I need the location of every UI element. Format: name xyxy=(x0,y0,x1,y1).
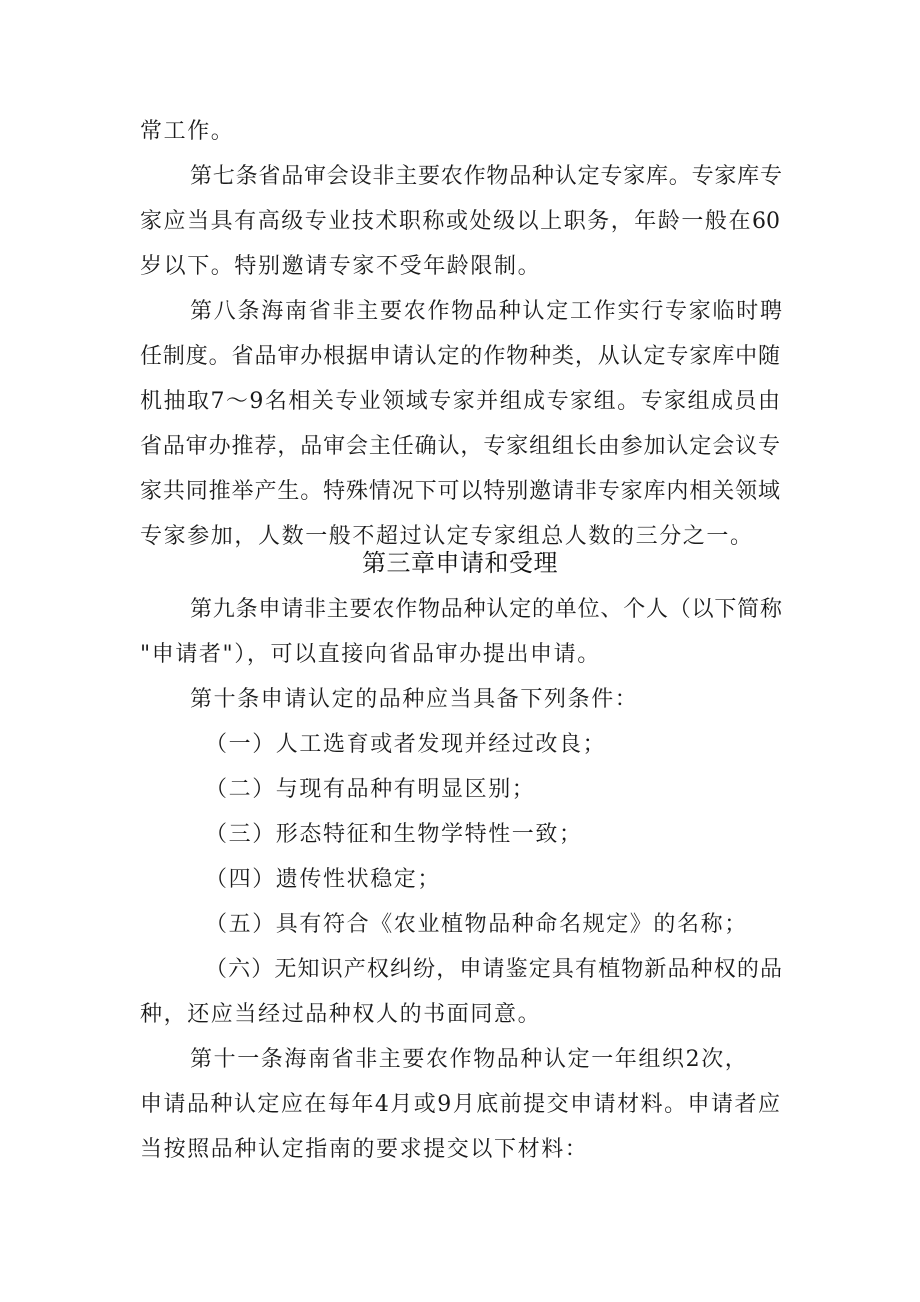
condition-3: （三）形态特征和生物学特性一致； xyxy=(205,822,583,847)
article-7-line-1: 第七条省品审会设非主要农作物品种认定专家库。专家库专 xyxy=(190,164,782,189)
article-8-line-3: 机抽取7～9名相关专业领域专家并组成专家组。专家组成员由 xyxy=(140,389,780,414)
condition-6-line-1: （六）无知识产权纠纷，申请鉴定具有植物新品种权的品 xyxy=(205,957,782,982)
article-7-line-3: 岁以下。特别邀请专家不受年龄限制。 xyxy=(140,254,542,279)
article-8-line-1: 第八条海南省非主要农作物品种认定工作实行专家临时聘 xyxy=(190,299,782,324)
article-11-line-3: 当按照品种认定指南的要求提交以下材料： xyxy=(140,1137,589,1162)
article-9-line-2: "申请者"），可以直接向省品审办提出申请。 xyxy=(140,642,601,667)
article-8-line-5: 家共同推举产生。特殊情况下可以特别邀请非专家库内相关领域 xyxy=(140,479,780,504)
article-11-line-1: 第十一条海南省非主要农作物品种认定一年组织2次， xyxy=(190,1047,749,1072)
article-11-line-2: 申请品种认定应在每年4月或9月底前提交申请材料。申请者应 xyxy=(140,1092,780,1117)
article-8-line-6: 专家参加，人数一般不超过认定专家组总人数的三分之一。 xyxy=(140,524,754,549)
condition-5: （五）具有符合《农业植物品种命名规定》的名称； xyxy=(205,912,748,937)
article-9-line-1: 第九条申请非主要农作物品种认定的单位、个人（以下简称 xyxy=(190,597,782,622)
article-7-line-2: 家应当具有高级专业技术职称或处级以上职务，年龄一般在60 xyxy=(140,209,780,234)
text-line-1: 常工作。 xyxy=(140,119,235,144)
chapter-heading: 第三章申请和受理 xyxy=(362,549,558,577)
article-8-line-4: 省品审办推荐，品审会主任确认，专家组组长由参加认定会议专 xyxy=(140,434,780,459)
condition-2: （二）与现有品种有明显区别； xyxy=(205,777,536,802)
condition-4: （四）遗传性状稳定； xyxy=(205,867,442,892)
article-10-line-1: 第十条申请认定的品种应当具备下列条件： xyxy=(190,687,639,712)
article-8-line-2: 任制度。省品审办根据申请认定的作物种类，从认定专家库中随 xyxy=(140,344,780,369)
condition-6-line-2: 种，还应当经过品种权人的书面同意。 xyxy=(140,1002,542,1027)
condition-1: （一）人工选育或者发现并经过改良； xyxy=(205,732,607,757)
